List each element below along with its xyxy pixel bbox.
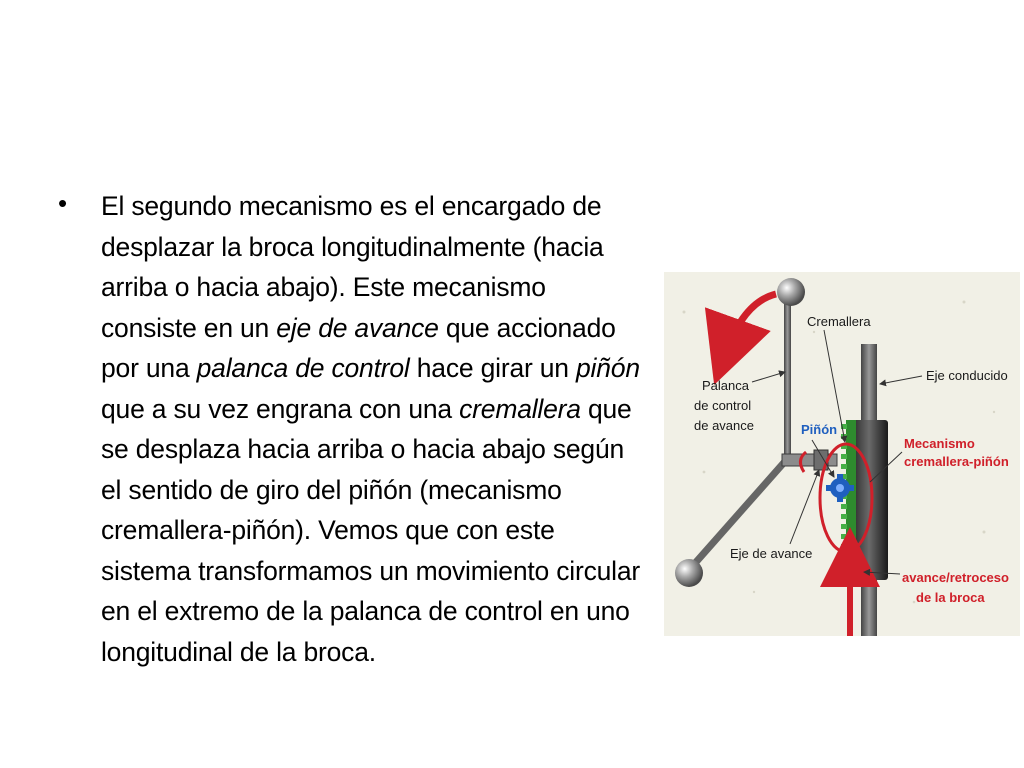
leader-lines [752, 330, 922, 574]
bullet-list [58, 186, 658, 672]
term-palanca-de-control: palanca de control [196, 353, 410, 383]
bullet-marker: • [58, 188, 68, 218]
text-segment: que accionado por una [101, 312, 616, 383]
text-segment: que a su vez engrana con una [101, 393, 460, 424]
label-cremallera: Cremallera [807, 314, 871, 329]
term-pinon: piñón [576, 353, 640, 383]
lever-ball-bottom [675, 559, 703, 587]
label-avance-1: avance/retroceso [902, 570, 1009, 585]
lever-rod [784, 300, 791, 460]
driven-shaft-bottom [861, 577, 877, 636]
text-segment: El segundo mecanismo es el encargado de desplazar la broca longitudinalmente (hacia arriba o hacia abajo). Este mecanismo consiste en un [101, 191, 604, 343]
text-segment: que se desplaza hacia arriba o hacia abajo según el sentido de giro del piñón (mecanismo cremallera-piñón). Vemos que con este sistema transformamos un movimiento circular en el extremo de la palanca de control en uno longitudinal de la broca. [101, 393, 641, 667]
label-palanca-3: de avance [694, 418, 754, 433]
term-cremallera: cremallera [459, 393, 581, 424]
label-pinon: Piñón [801, 422, 838, 437]
label-palanca-2: de control [694, 398, 752, 413]
text-segment: hace girar un [409, 353, 577, 383]
bullet-paragraph [101, 186, 646, 672]
label-mecanismo-2: cremallera-piñón [904, 454, 1009, 469]
diagram-svg [664, 272, 1020, 636]
rotation-arrow-icon [726, 294, 776, 352]
label-mecanismo-1: Mecanismo [904, 436, 975, 451]
label-avance-2: de la broca [916, 590, 985, 605]
driven-shaft-top [861, 344, 877, 424]
label-eje-conducido: Eje conducido [926, 368, 1008, 383]
lever-ball-top [777, 278, 805, 306]
label-eje-de-avance: Eje de avance [730, 546, 813, 561]
rack-pinion-diagram [664, 272, 1020, 636]
term-eje-de-avance: eje de avance [276, 312, 439, 343]
label-palanca-1: Palanca [702, 378, 749, 393]
